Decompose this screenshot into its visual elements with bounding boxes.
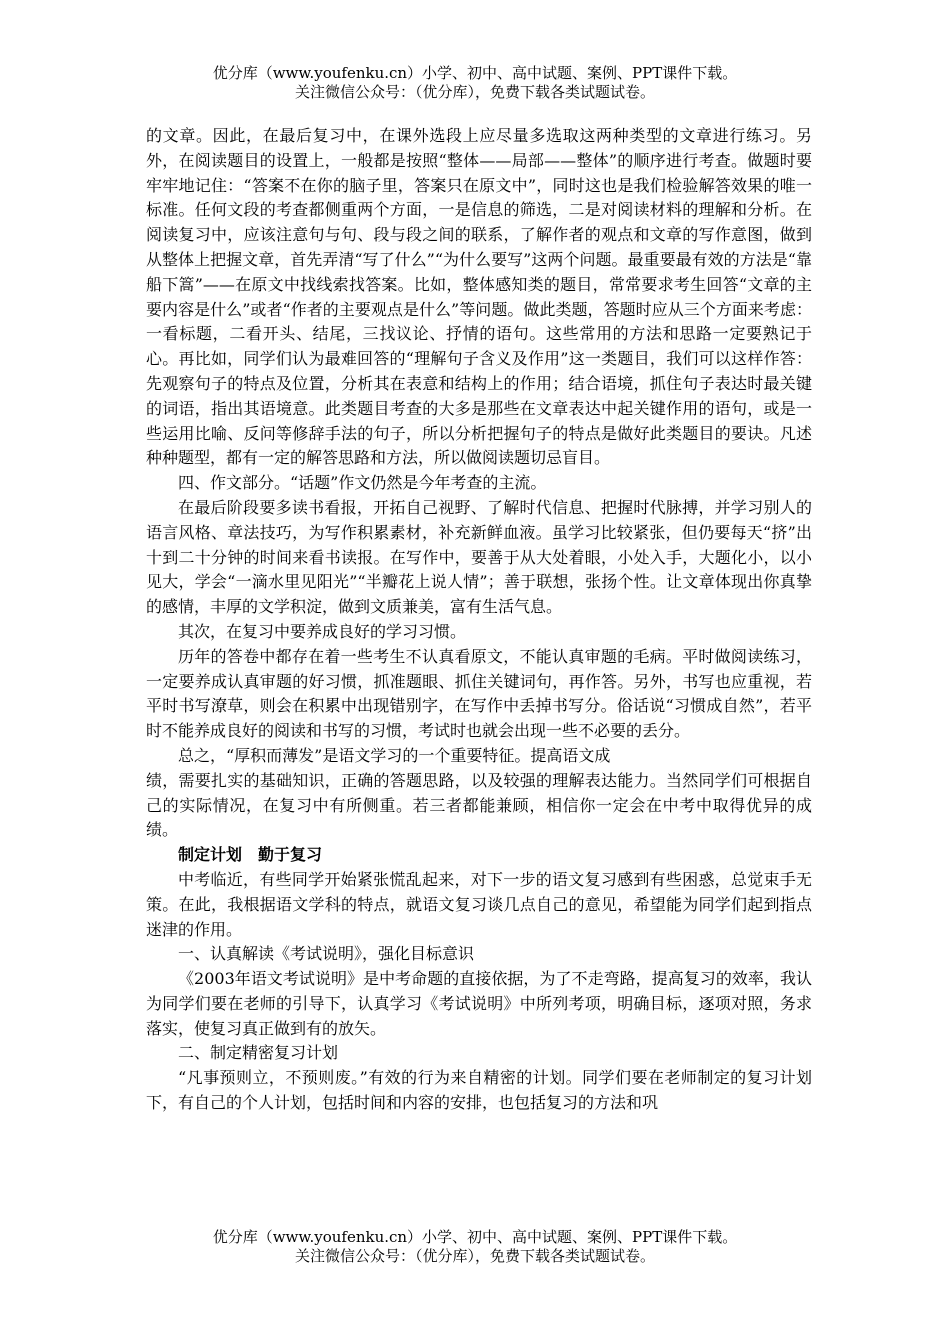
paragraph: 的文章。因此，在最后复习中，在课外选段上应尽量多选取这两种类型的文章进行练习。另外，在阅读题目的设置上，一般都是按照“整体——局部——整体”的顺序进行考查。做题时要牢牢地记住：“答案不在你的脑子里，答案只在原文中”，同时这也是我们检验解答效果的唯一标准。任何文段的考查都侧重两个方面，一是信息的筛选，二是对阅读材料的理解和分析。在阅读复习中，应该注意句与句、段与段之间的联系，了解作者的观点和文章的写作意图，做到从整体上把握文章，首先弄清“写了什么”“为什么要写”这两个问题。最重要最有效的方法是“靠船下篙”——在原文中找线索找答案。比如，整体感知类的题目，常常要求考生回答“文章的主要内容是什么”或者“作者的主要观点是什么”等问题。做此类题，答题时应从三个方面来考虑：一看标题，二看开头、结尾，三找议论、抒情的语句。这些常用的方法和思路一定要熟记于心。再比如，同学们认为最难回答的“理解句子含义及作用”这一类题目，我们可以这样作答：先观察句子的特点及位置，分析其在表意和结构上的作用；结合语境，抓住句子表达时最关键的词语，指出其语境意。此类题目考查的大多是那些在文章表达中起关键作用的语句，或是一些运用比喻、反问等修辞手法的句子，所以分析把握句子的特点是做好此类题目的要诀。凡述种种题型，都有一定的解答思路和方法，所以做阅读题切忌盲目。 xyxy=(146,126,812,468)
paragraph: 中考临近，有些同学开始紧张慌乱起来，对下一步的语文复习感到有些困惑，总觉束手无策。在此，我根据语文学科的特点，就语文复习谈几点自己的意见，希望能为同学们起到指点迷津的作用。 xyxy=(146,869,812,939)
paragraph: 在最后阶段要多读书看报，开拓自己视野、了解时代信息、把握时代脉搏，并学习别人的语言风格、章法技巧，为写作积累素材，补充新鲜血液。虽学习比较紧张，但仍要每天“挤”出十到二十分钟的时间来看书读报。在写作中，要善于从大处着眼，小处入手，大题化小，以小见大，学会“一滴水里见阳光”“半瓣花上说人情”；善于联想，张扬个性。让文章体现出你真挚的感情，丰厚的文学积淀，做到文质兼美，富有生活气息。 xyxy=(146,497,812,617)
paragraph: 四、作文部分。“话题”作文仍然是今年考查的主流。 xyxy=(178,473,547,493)
footer-line-2: 关注微信公众号：（优分库），免费下载各类试题试卷。 xyxy=(294,1247,655,1265)
section-heading: 制定计划 勤于复习 xyxy=(178,845,323,865)
page-footer xyxy=(0,1228,950,1266)
footer-line-1: 优分库（www.youfenku.cn）小学、初中、高中试题、案例、PPT课件下载。 xyxy=(212,1228,738,1246)
paragraph: 历年的答卷中都存在着一些考生不认真看原文，不能认真审题的毛病。平时做阅读练习，一定要养成认真审题的好习惯，抓准题眼、抓住关键词句，再作答。另外，书写也应重视，若平时书写潦草，则会在积累中出现错别字，在写作中丢掉书写分。俗话说“习惯成自然”，若平时不能养成良好的阅读和书写的习惯，考试时也就会出现一些不必要的丢分。 xyxy=(146,646,812,741)
subheading: 一、认真解读《考试说明》，强化目标意识 xyxy=(178,944,475,964)
paragraph: 总之，“厚积而薄发”是语文学习的一个重要特征。提高语文成 xyxy=(178,745,611,765)
header-line-1: 优分库（www.youfenku.cn）小学、初中、高中试题、案例、PPT课件下载。 xyxy=(212,64,738,82)
document-body xyxy=(146,124,812,1116)
paragraph: 其次，在复习中要养成良好的学习习惯。 xyxy=(178,621,467,641)
page-header xyxy=(0,64,950,102)
paragraph: 《2003年语文考试说明》是中考命题的直接依据，为了不走弯路，提高复习的效率，我认为同学们要在老师的引导下，认真学习《考试说明》中所列考项，明确目标，逐项对照，务求落实，使复习真正做到有的放矢。 xyxy=(146,969,812,1038)
paragraph: “凡事预则立，不预则废。”有效的行为来自精密的计划。同学们要在老师制定的复习计划下，有自己的个人计划，包括时间和内容的安排，也包括复习的方法和巩 xyxy=(146,1068,812,1113)
subheading: 二、制定精密复习计划 xyxy=(178,1043,339,1063)
paragraph: 绩，需要扎实的基础知识，正确的答题思路，以及较强的理解表达能力。当然同学们可根据自己的实际情况，在复习中有所侧重。若三者都能兼顾，相信你一定会在中考中取得优异的成绩。 xyxy=(146,770,812,840)
header-line-2: 关注微信公众号：（优分库），免费下载各类试题试卷。 xyxy=(294,83,655,101)
